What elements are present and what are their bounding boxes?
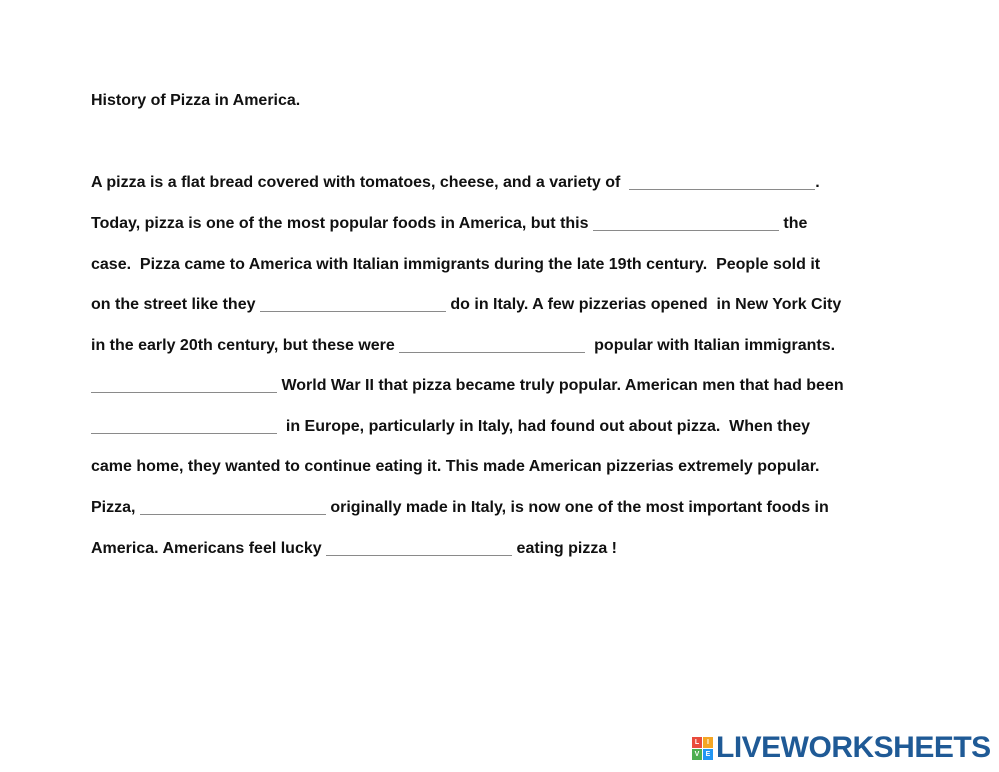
paragraph-line <box>91 457 820 477</box>
paragraph-line <box>91 255 820 275</box>
answer-blank[interactable] <box>91 376 277 393</box>
liveworksheets-logo <box>692 733 991 763</box>
paragraph-line <box>91 417 810 437</box>
line-text: America. Americans feel lucky <box>91 540 327 557</box>
line-text: Pizza, <box>91 499 140 516</box>
answer-blank[interactable] <box>260 295 446 312</box>
line-text: came home, they wanted to continue eating it. This made American pizzerias extremely popular. <box>91 458 820 475</box>
logo-text: LIVEWORKSHEETS <box>716 731 991 764</box>
line-text: in the early 20th century, but these were <box>91 337 400 354</box>
paragraph-line <box>91 295 841 315</box>
answer-blank[interactable] <box>326 539 512 556</box>
line-text: popular with Italian immigrants. <box>585 337 836 354</box>
line-text: . <box>815 174 820 191</box>
line-text: A pizza is a flat bread covered with tomatoes, cheese, and a variety of <box>91 174 630 191</box>
logo-mark-icon <box>692 737 713 760</box>
line-text: Today, pizza is one of the most popular foods in America, but this <box>91 215 593 232</box>
paragraph-line <box>91 214 807 234</box>
answer-blank[interactable] <box>593 214 779 231</box>
line-text: case. Pizza came to America with Italian immigrants during the late 19th century. People sold it <box>91 256 821 273</box>
line-text: the <box>778 215 808 232</box>
line-text: originally made in Italy, is now one of the most important foods in <box>325 499 829 516</box>
answer-blank[interactable] <box>399 336 585 353</box>
paragraph-line <box>91 336 835 356</box>
worksheet-title: History of Pizza in America. <box>91 92 301 109</box>
paragraph-line <box>91 173 820 193</box>
line-text: World War II that pizza became truly popular. American men that had been <box>277 377 844 394</box>
logo-mark-letter: V <box>692 749 702 760</box>
paragraph-line <box>91 539 617 559</box>
paragraph-line <box>91 376 844 396</box>
answer-blank[interactable] <box>140 498 326 515</box>
line-text: in Europe, particularly in Italy, had found out about pizza. When they <box>277 418 811 435</box>
line-text: eating pizza ! <box>512 540 617 557</box>
logo-mark-letter: I <box>703 737 713 748</box>
logo-mark-letter: L <box>692 737 702 748</box>
answer-blank[interactable] <box>91 417 277 434</box>
line-text: do in Italy. A few pizzerias opened in New York City <box>445 296 842 313</box>
logo-mark-letter: E <box>703 749 713 760</box>
line-text: on the street like they <box>91 296 260 313</box>
paragraph-line <box>91 498 829 518</box>
answer-blank[interactable] <box>629 173 815 190</box>
